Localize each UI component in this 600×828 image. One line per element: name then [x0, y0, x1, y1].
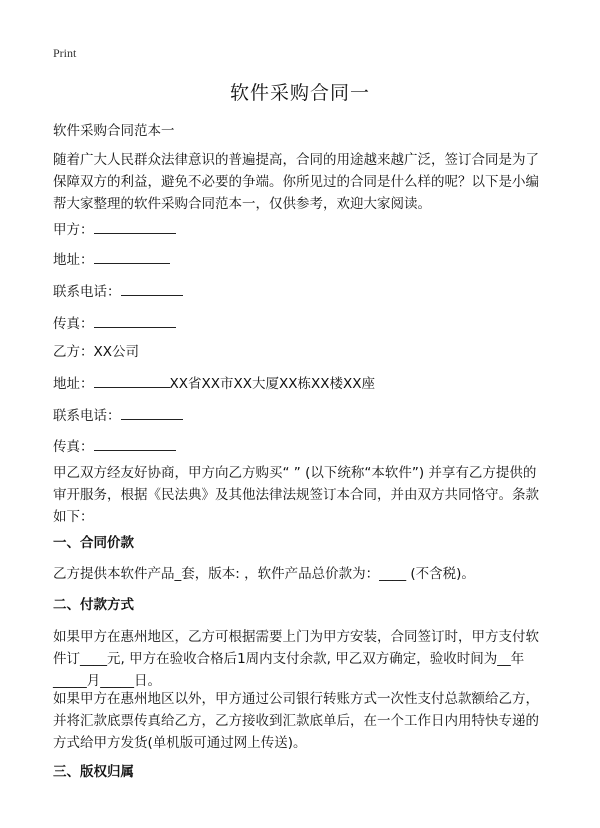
party-b-address-blank: [94, 372, 170, 388]
agreement-line: 审开服务，根据《民法典》及其他法律法规签订本合同，并由双方共同恪守。条款: [53, 487, 539, 503]
party-b-phone-label: 联系电话：: [53, 408, 121, 424]
party-a-name-field: [53, 218, 176, 240]
party-b-name-field: [53, 342, 139, 362]
party-b-fax-label: 传真：: [53, 439, 94, 455]
agreement-line: 甲乙双方经友好协商，甲方向乙方购买“ ” (以下统称“本软件”) 并享有乙方提供的: [53, 465, 537, 481]
agreement-paragraph: [53, 462, 553, 528]
party-b-fax-blank: [94, 435, 176, 451]
document-title: 软件采购合同一: [229, 82, 370, 104]
party-a-phone-field: [53, 280, 183, 302]
section-1-heading: 一、合同价款: [53, 535, 134, 551]
section-2-para2-line: 方式给甲方发货(单机版可通过网上传送)。: [53, 735, 307, 751]
party-b-address-value: XX省XX市XX大厦XX栋XX楼XX座: [169, 376, 375, 392]
party-b-address-label: 地址：: [53, 376, 94, 392]
section-2-para1-line: 件订____元, 甲方在验收合格后1周内支付余款, 甲乙双方确定，验收时间为__年: [53, 651, 525, 667]
party-a-address-field: [53, 248, 170, 270]
intro-line: 帮大家整理的软件采购合同范本一，仅供参考，欢迎大家阅读。: [53, 196, 431, 212]
section-3-heading: 三、版权归属: [53, 764, 134, 780]
section-1-text: 乙方提供本软件产品_套，版本: ，软件产品总价款为：____ (不含税)。: [53, 566, 475, 582]
party-a-fax-blank: [94, 312, 176, 328]
section-2-para2-line: 并将汇款底票传真给乙方，乙方接收到汇款底单后，在一个工作日内用特快专递的: [53, 713, 539, 729]
party-a-name-blank: [94, 218, 176, 234]
intro-line: 随着广大人民群众法律意识的普遍提高，合同的用途越来越广泛，签订合同是为了: [53, 152, 539, 168]
party-b-phone-field: [53, 404, 183, 426]
party-a-fax-field: [53, 312, 176, 334]
section-2-para2-line: 如果甲方在惠州地区以外，甲方通过公司银行转账方式一次性支付总款额给乙方，: [53, 691, 539, 707]
party-b-name-label: 乙方：: [53, 344, 94, 360]
party-a-address-label: 地址：: [53, 252, 94, 268]
print-link[interactable]: Print: [53, 46, 77, 60]
party-a-address-blank: [94, 248, 170, 264]
agreement-line: 如下：: [53, 509, 94, 525]
party-b-name-value: XX公司: [93, 344, 139, 360]
party-b-phone-blank: [121, 404, 183, 420]
section-2-heading: 二、付款方式: [53, 597, 134, 613]
document-subtitle: 软件采购合同范本一: [53, 123, 175, 139]
party-a-fax-label: 传真：: [53, 316, 94, 332]
section-2-para1-line: 如果甲方在惠州地区，乙方可根据需要上门为甲方安装，合同签订时，甲方支付软: [53, 629, 539, 645]
party-a-name-label: 甲方：: [53, 222, 94, 238]
section-2-paragraph-2: [53, 688, 553, 754]
party-a-phone-label: 联系电话：: [53, 284, 121, 300]
section-2-paragraph-1: [53, 626, 553, 692]
intro-line: 保障双方的利益，避免不必要的争端。你所见过的合同是什么样的呢？以下是小编: [53, 174, 539, 190]
party-b-fax-field: [53, 435, 176, 457]
party-b-address-field: [53, 372, 375, 394]
party-a-phone-blank: [121, 280, 183, 296]
intro-paragraph: [53, 149, 553, 215]
section-2-para1-line: _____月_____日。: [53, 673, 161, 689]
